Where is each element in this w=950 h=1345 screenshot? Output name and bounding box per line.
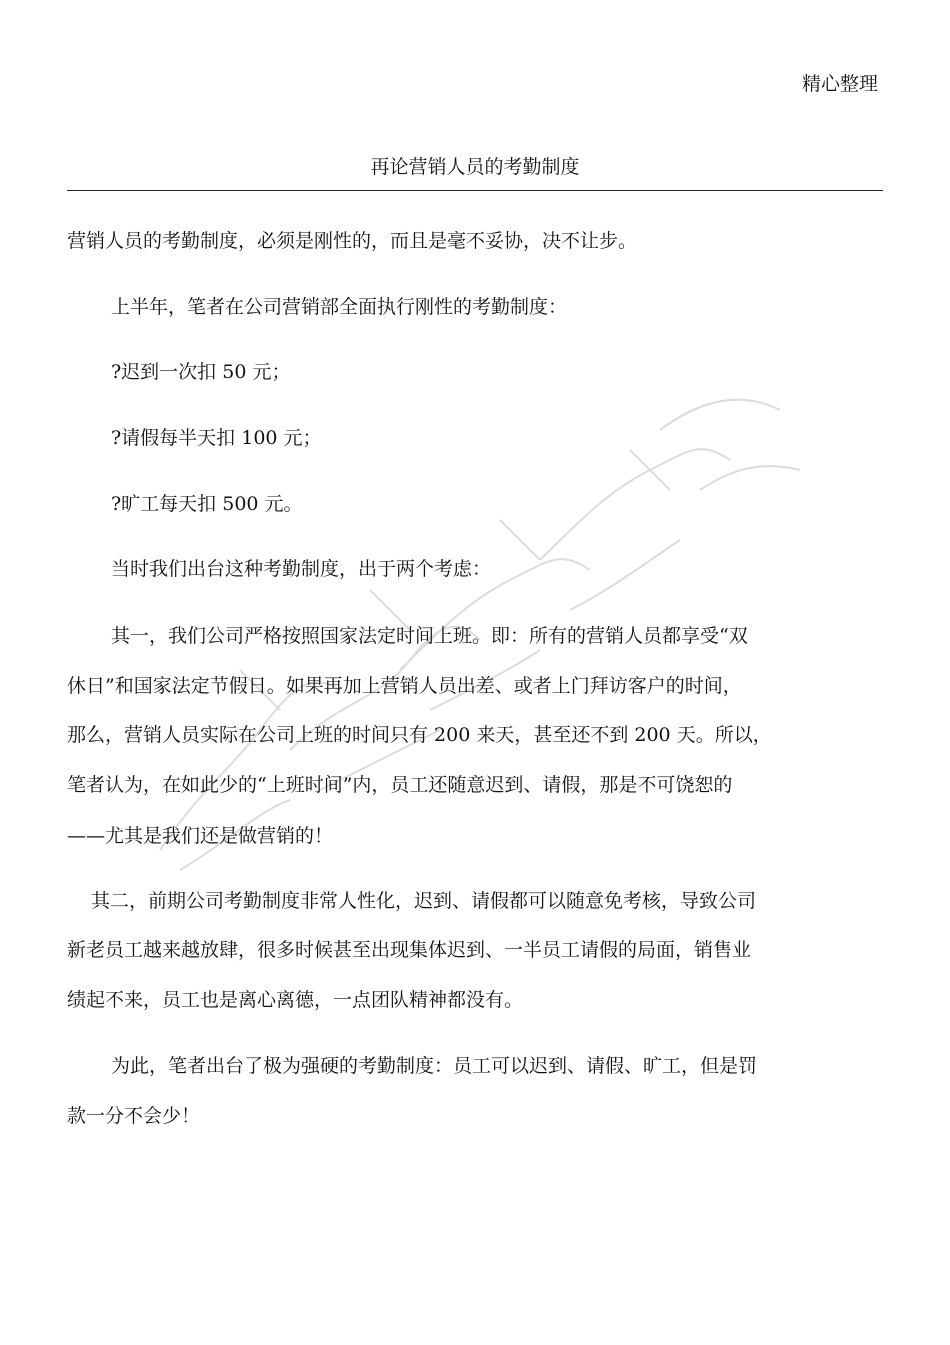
paragraph-line-10: 笔者认为，在如此少的“上班时间”内，员工还随意迟到、请假，那是不可饶恕的 <box>67 774 733 796</box>
paragraph-line-6: 当时我们出台这种考勤制度，出于两个考虑： <box>111 558 492 580</box>
paragraph-line-8: 休日”和国家法定节假日。如果再加上营销人员出差、或者上门拜访客户的时间， <box>67 675 742 697</box>
paragraph-line-11: ——尤其是我们还是做营销的！ <box>67 825 334 847</box>
paragraph-line-14: 绩起不来，员工也是离心离德，一点团队精神都没有。 <box>67 989 524 1011</box>
list-item-late: ?迟到一次扣 50 元； <box>111 361 291 383</box>
paragraph-line-13: 新老员工越来越放肆，很多时候甚至出现集体迟到、一半员工请假的局面，销售业 <box>67 939 752 961</box>
list-item-absence: ?旷工每天扣 500 元。 <box>111 493 303 515</box>
paragraph-line-2: 上半年，笔者在公司营销部全面执行刚性的考勤制度： <box>111 296 568 318</box>
header-note: 精心整理 <box>801 73 878 95</box>
paragraph-line-15: 为此，笔者出台了极为强硬的考勤制度：员工可以迟到、请假、旷工，但是罚 <box>111 1055 758 1077</box>
title-divider <box>67 190 883 191</box>
list-item-leave: ?请假每半天扣 100 元； <box>111 427 322 449</box>
paragraph-line-12: 其二，前期公司考勤制度非常人性化，迟到、请假都可以随意免考核，导致公司 <box>91 890 757 912</box>
paragraph-line-1: 营销人员的考勤制度，必须是刚性的，而且是毫不妥协，决不让步。 <box>67 230 638 252</box>
document-title: 再论营销人员的考勤制度 <box>370 156 580 178</box>
paragraph-line-16: 款一分不会少！ <box>67 1105 201 1127</box>
paragraph-line-7: 其一，我们公司严格按照国家法定时间上班。即：所有的营销人员都享受“双 <box>111 625 748 647</box>
paragraph-line-9: 那么，营销人员实际在公司上班的时间只有 200 来天，甚至还不到 200 天。所以， <box>67 724 772 746</box>
